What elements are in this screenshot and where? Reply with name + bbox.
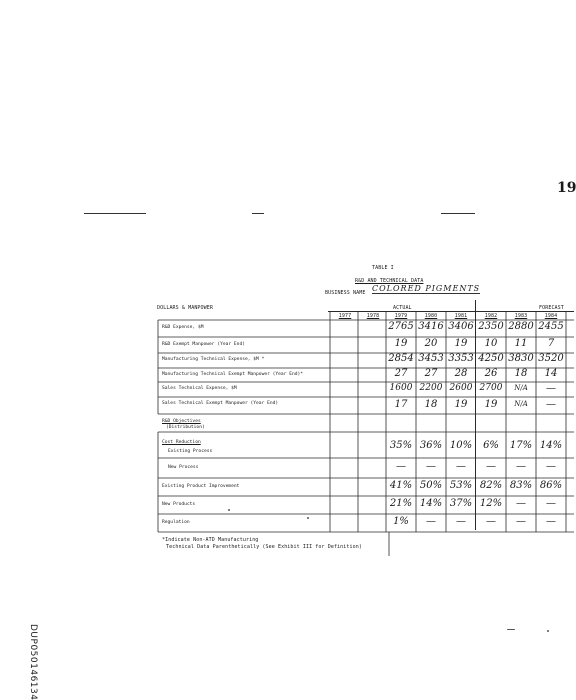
row-label: Manufacturing Technical Expense, $M * — [162, 357, 265, 362]
objectives-sublabel: (Distribution) — [166, 425, 205, 430]
value-cell: — — [486, 461, 496, 472]
row-label: R&D Expense, $M — [162, 325, 204, 330]
value-cell: 18 — [424, 399, 438, 410]
value-cell: 2854 — [388, 353, 414, 364]
value-cell: 2880 — [508, 321, 534, 332]
value-cell: 14% — [539, 440, 563, 451]
value-cell: N/A — [514, 400, 528, 408]
scan-speck — [547, 630, 549, 632]
value-cell: 4250 — [478, 353, 504, 364]
value-cell: 17 — [394, 399, 408, 410]
row-sublabel: Existing Process — [168, 449, 213, 454]
year-header: 1982 — [484, 313, 498, 319]
year-header: 1980 — [424, 313, 438, 319]
value-cell: 10% — [449, 440, 473, 451]
row-label: R&D Exempt Manpower (Year End) — [162, 342, 245, 347]
value-cell: 19 — [484, 399, 498, 410]
value-cell: 41% — [389, 480, 413, 491]
value-cell: 14% — [419, 498, 443, 509]
value-cell: 27 — [394, 368, 408, 379]
value-cell: — — [426, 461, 436, 472]
value-cell: 2600 — [449, 383, 473, 393]
value-cell: — — [516, 516, 526, 527]
value-cell: 1600 — [389, 383, 413, 393]
actual-label: ACTUAL — [393, 305, 412, 311]
row-label: Existing Product Improvement — [162, 484, 240, 489]
value-cell: — — [546, 516, 556, 527]
value-cell: — — [546, 498, 556, 509]
value-cell: 6% — [483, 440, 499, 451]
row-label: Sales Technical Exempt Manpower (Year End) — [162, 401, 279, 406]
value-cell: 2200 — [419, 383, 443, 393]
value-cell: 1% — [393, 516, 409, 527]
year-header: 1977 — [338, 313, 352, 319]
value-cell: 19 — [454, 338, 468, 349]
document-code: DUP050146134 — [28, 624, 38, 700]
value-cell: 10 — [484, 338, 498, 349]
value-cell: 3520 — [538, 353, 564, 364]
year-header: 1981 — [454, 313, 468, 319]
scan-speck — [307, 517, 309, 519]
value-cell: 17% — [509, 440, 533, 451]
value-cell: 50% — [419, 480, 443, 491]
value-cell: 3353 — [448, 353, 474, 364]
row-label: New Products — [162, 502, 196, 507]
scan-speck — [507, 629, 515, 630]
value-cell: 19 — [394, 338, 408, 349]
value-cell: 19 — [454, 399, 468, 410]
value-cell: — — [546, 399, 556, 410]
value-cell: 36% — [419, 440, 443, 451]
value-cell: 18 — [514, 368, 528, 379]
row-label: Regulation — [162, 520, 190, 525]
value-cell: 35% — [389, 440, 413, 451]
value-cell: 14 — [544, 368, 558, 379]
year-header: 1983 — [514, 313, 528, 319]
footnote: Technical Data Parenthetically (See Exhibit III for Definition) — [166, 544, 362, 550]
forecast-label: FORECAST — [539, 305, 564, 311]
page-number: 19 — [557, 180, 576, 196]
footnote: *Indicate Non-ATD Manufacturing — [162, 537, 259, 543]
value-cell: 11 — [514, 338, 528, 349]
year-header: 1979 — [394, 313, 408, 319]
value-cell: 3830 — [508, 353, 534, 364]
objectives-label: R&D Objectives — [162, 419, 201, 424]
value-cell: — — [456, 516, 466, 527]
value-cell: 86% — [539, 480, 563, 491]
value-cell: 2455 — [538, 321, 564, 332]
value-cell: 21% — [389, 498, 413, 509]
value-cell: 83% — [509, 480, 533, 491]
value-cell: 2350 — [478, 321, 504, 332]
value-cell: — — [516, 498, 526, 509]
value-cell: 28 — [454, 368, 468, 379]
value-cell: 3406 — [448, 321, 474, 332]
value-cell: — — [396, 461, 406, 472]
table-number: TABLE I — [372, 265, 394, 271]
row-label: Manufacturing Technical Exempt Manpower (Year End)* — [162, 372, 304, 377]
scan-speck — [228, 509, 230, 511]
year-header: 1984 — [544, 313, 558, 319]
business-name-label: BUSINESS NAME — [325, 290, 366, 296]
table-title: R&D AND TECHNICAL DATA — [355, 278, 424, 284]
value-cell: — — [516, 461, 526, 472]
value-cell: 37% — [449, 498, 473, 509]
value-cell: 26 — [484, 368, 498, 379]
value-cell: — — [486, 516, 496, 527]
business-name-value: COLORED PIGMENTS — [372, 284, 481, 293]
value-cell: 3416 — [418, 321, 444, 332]
value-cell: 20 — [424, 338, 438, 349]
value-cell: N/A — [514, 384, 528, 392]
value-cell: 82% — [479, 480, 503, 491]
row-label: Sales Technical Expense, $M — [162, 386, 237, 391]
year-header: 1978 — [366, 313, 380, 319]
row-label: Cost Reduction — [162, 440, 201, 445]
section-label: DOLLARS & MANPOWER — [157, 305, 213, 311]
value-cell: 2765 — [388, 321, 414, 332]
value-cell: — — [546, 383, 556, 394]
value-cell: — — [456, 461, 466, 472]
value-cell: 12% — [479, 498, 503, 509]
row-label: New Process — [168, 465, 199, 470]
value-cell: — — [546, 461, 556, 472]
value-cell: 2700 — [479, 383, 503, 393]
value-cell: 3453 — [418, 353, 444, 364]
value-cell: 53% — [449, 480, 473, 491]
value-cell: 27 — [424, 368, 438, 379]
value-cell: — — [426, 516, 436, 527]
value-cell: 7 — [547, 338, 555, 349]
